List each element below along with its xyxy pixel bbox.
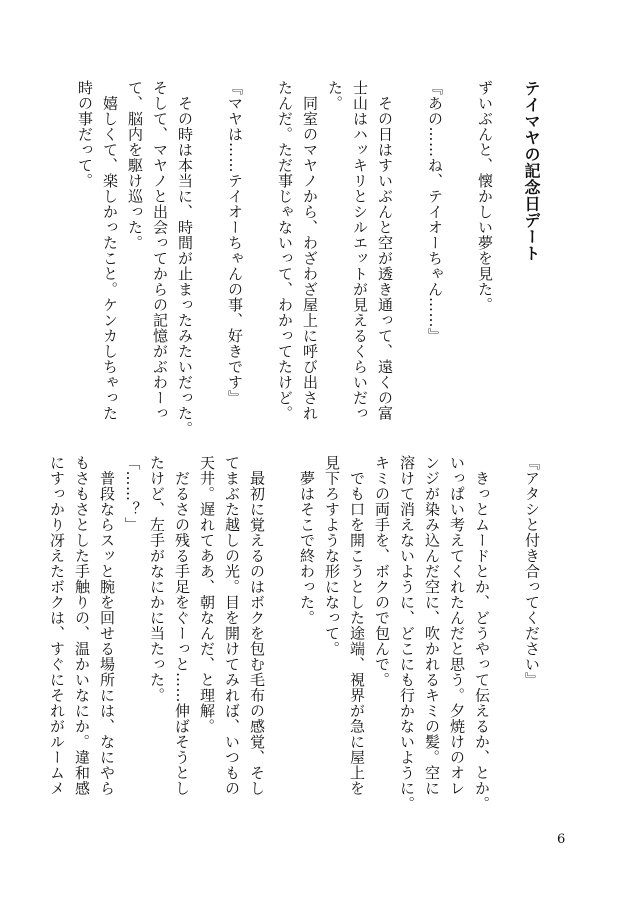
text-line: 「……？」 [123,455,141,533]
text-line: もさもさとした手触りの、温かいなにか。違和感 [73,455,91,796]
text-line: 『マヤは……テイオーちゃんの事、好きです』 [226,80,244,406]
text-line: いっぱい考えてくれたんだと思う。夕焼けのオレ [448,455,466,796]
text-line [397,80,422,430]
text-line: 士山はハッキリとシルエットが見えるくらいだっ [351,80,369,421]
text-line [447,80,472,430]
text-line: その日はすいぶんと空が透き通って、遠くの富 [376,80,394,421]
text-line: 最初に覚えるのはボクを包む毛布の感覚、そし [248,455,266,796]
text-line [247,80,272,430]
text-line: 溶けて消えないように、どこにも行かないように。 [398,455,416,812]
text-line [197,80,222,430]
text-line: 夢はそこで終わった。 [298,455,316,626]
text-line: 普段ならスッと腕を回せる場所には、なにやら [98,455,116,796]
text-line: てまぶた越しの光。目を開けてみれば、いつもの [223,455,241,796]
text-line: たんだ。ただ事じゃないって、わかってたけど。 [276,80,294,421]
text-line: た。 [326,80,344,111]
chapter-title: テイマヤの記念日デート [522,80,541,262]
text-line: 天井。遅れてああ、朝なんだ、と理解。 [198,455,216,734]
page-number: 6 [557,832,566,847]
text-line: て、脳内を駆け巡った。 [126,80,144,251]
text-line: 『アタシと付き合ってください』 [523,455,541,688]
text-line: ずいぶんと、懐かしい夢を見た。 [476,80,494,313]
text-line [494,455,519,825]
text-line: ンジが染み込んだ空に、吹かれるキミの髪。空に [423,455,441,796]
text-line: 同室のマヤノから、わざわざ屋上に呼び出され [301,80,319,421]
text-line: そして、マヤノと出会ってからの記憶がぶわーっ [151,80,169,421]
text-line: キミの両手を、ボクので包んで。 [373,455,391,688]
text-line: その時は本当に、時間が止まったみたいだった。 [176,80,194,437]
text-line: 『あの……ね、テイオーちゃん……』 [426,80,444,344]
text-line: 見下ろすような形になって。 [323,455,341,657]
text-line: 時の事だって。 [76,80,94,189]
text-line: だるさの残る手足をぐーっと……伸ばそうとし [173,455,191,796]
text-line: でも口を開こうとした途端、視界が急に屋上を [348,455,366,796]
lower-text-block [44,455,544,825]
text-line: きっとムードとか、どうやって伝えるか、とか。 [473,455,491,812]
text-line: たけど、左手がなにかに当たった。 [148,455,166,703]
text-line [269,455,294,825]
text-line: 嬉しくて、楽しかったこと。ケンカしちゃった [101,80,119,421]
upper-text-block [72,80,544,437]
text-line: にすっかり冴えたボクは、すぐにそれがルームメ [48,455,66,796]
